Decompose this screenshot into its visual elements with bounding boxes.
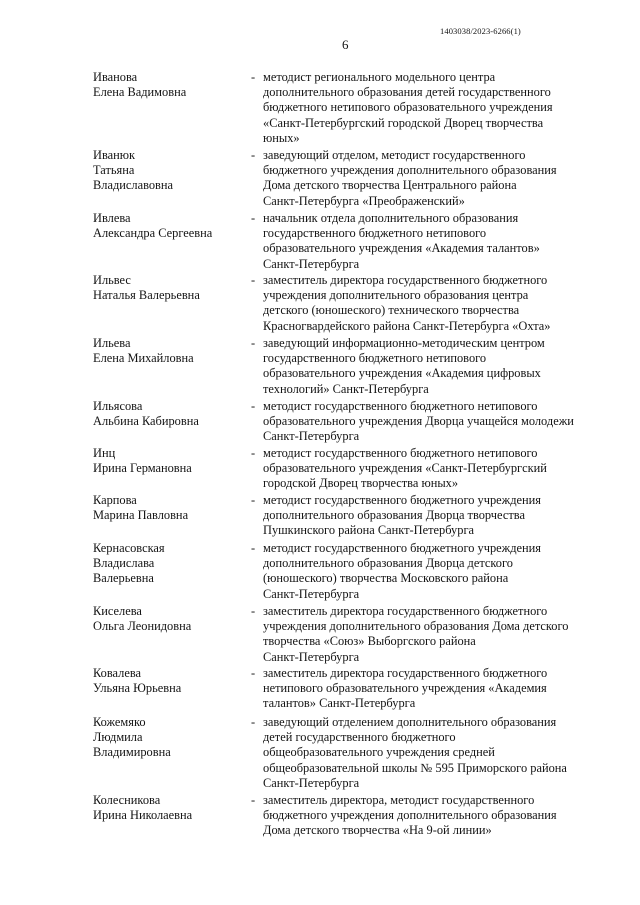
- separator-dash: -: [251, 541, 256, 555]
- description-line: заведующий информационно-методическим центром: [263, 336, 545, 350]
- name-line: Ильясова: [93, 399, 143, 413]
- description-line: Санкт-Петербурга «Преображенский»: [263, 193, 465, 208]
- description-line: Красногвардейского района Санкт-Петербурга «Охта»: [263, 318, 551, 333]
- position-description: [263, 715, 593, 791]
- description-line: бюджетного нетипового образовательного учреждения: [263, 100, 553, 115]
- description-line: заместитель директора государственного бюджетного: [263, 666, 548, 680]
- person-name: [93, 399, 243, 429]
- position-description: [263, 336, 593, 397]
- position-description: [263, 70, 593, 146]
- description-line: юных»: [263, 130, 300, 145]
- name-line: Владислава: [93, 556, 155, 571]
- person-name: [93, 148, 243, 194]
- separator-dash: -: [251, 715, 256, 729]
- description-line: методист государственного бюджетного нетипового: [263, 446, 538, 460]
- position-description: [263, 273, 593, 334]
- name-line: Ильева: [93, 336, 131, 350]
- separator-dash: -: [251, 148, 256, 162]
- position-description: [263, 604, 593, 665]
- separator-dash: -: [251, 793, 256, 807]
- separator-dash: -: [251, 399, 256, 413]
- description-line: образовательного учреждения «Академия талантов»: [263, 241, 540, 256]
- separator-dash: -: [251, 666, 256, 680]
- name-line: Татьяна: [93, 163, 135, 178]
- separator-dash: -: [251, 70, 256, 84]
- description-line: заместитель директора государственного бюджетного: [263, 273, 548, 287]
- description-line: государственного бюджетного нетипового: [263, 226, 487, 241]
- description-line: образовательного учреждения «Академия цифровых: [263, 366, 541, 381]
- name-line: Ивлева: [93, 211, 131, 225]
- description-line: бюджетного учреждения дополнительного образования: [263, 808, 557, 823]
- name-line: Ирина Николаевна: [93, 808, 193, 823]
- position-description: [263, 666, 593, 712]
- name-line: Инц: [93, 446, 116, 460]
- position-description: [263, 793, 593, 839]
- position-description: [263, 541, 593, 602]
- description-line: общеобразовательной школы № 595 Приморского района: [263, 760, 567, 775]
- name-line: Елена Михайловна: [93, 351, 194, 366]
- description-line: образовательного учреждения «Санкт-Петербургский: [263, 461, 547, 476]
- name-line: Альбина Кабировна: [93, 414, 199, 429]
- description-line: Санкт-Петербурга: [263, 649, 360, 664]
- separator-dash: -: [251, 211, 256, 225]
- description-line: Дома детского творчества Центрального района: [263, 178, 517, 193]
- description-line: методист государственного бюджетного учреждения: [263, 493, 542, 507]
- description-line: дополнительного образования детей государственного: [263, 85, 551, 100]
- name-line: Иванова: [93, 70, 138, 84]
- person-name: [93, 715, 243, 761]
- name-line: Наталья Валерьевна: [93, 288, 200, 303]
- position-description: [263, 493, 593, 539]
- description-line: учреждения дополнительного образования Дома детского: [263, 619, 569, 634]
- description-line: Санкт-Петербурга: [263, 775, 360, 790]
- description-line: заместитель директора, методист государственного: [263, 793, 535, 807]
- description-line: заведующий отделом, методист государственного: [263, 148, 526, 162]
- description-line: (юношеского) творчества Московского района: [263, 571, 509, 586]
- description-line: детского (юношеского) технического творчества: [263, 303, 520, 318]
- description-line: дополнительного образования Дворца творчества: [263, 508, 525, 523]
- name-line: Киселева: [93, 604, 142, 618]
- separator-dash: -: [251, 446, 256, 460]
- name-line: Елена Вадимовна: [93, 85, 187, 100]
- description-line: государственного бюджетного нетипового: [263, 351, 487, 366]
- description-line: методист регионального модельного центра: [263, 70, 496, 84]
- description-line: детей государственного бюджетного: [263, 730, 456, 745]
- person-name: [93, 70, 243, 100]
- description-line: общеобразовательного учреждения средней: [263, 745, 495, 760]
- person-name: [93, 211, 243, 241]
- description-line: методист государственного бюджетного учреждения: [263, 541, 542, 555]
- position-description: [263, 446, 593, 492]
- description-line: учреждения дополнительного образования центра: [263, 288, 529, 303]
- position-description: [263, 399, 593, 445]
- description-line: Санкт-Петербурга: [263, 586, 360, 601]
- separator-dash: -: [251, 604, 256, 618]
- name-line: Иванюк: [93, 148, 136, 162]
- description-line: бюджетного учреждения дополнительного образования: [263, 163, 557, 178]
- person-name: [93, 604, 243, 634]
- name-line: Ирина Германовна: [93, 461, 192, 476]
- name-line: Ульяна Юрьевна: [93, 681, 182, 696]
- name-line: Валерьевна: [93, 571, 154, 586]
- document-code: 1403038/2023-6266(1): [440, 26, 521, 36]
- person-name: [93, 336, 243, 366]
- position-description: [263, 148, 593, 209]
- description-line: Санкт-Петербурга: [263, 429, 360, 444]
- page-number: 6: [342, 37, 349, 52]
- description-line: технологий» Санкт-Петербурга: [263, 381, 429, 396]
- separator-dash: -: [251, 493, 256, 507]
- name-line: Владимировна: [93, 745, 171, 760]
- name-line: Марина Павловна: [93, 508, 189, 523]
- person-name: [93, 446, 243, 476]
- separator-dash: -: [251, 273, 256, 287]
- description-line: талантов» Санкт-Петербурга: [263, 696, 416, 711]
- description-line: Санкт-Петербурга: [263, 256, 360, 271]
- description-line: образовательного учреждения Дворца учащейся молодежи: [263, 414, 574, 429]
- description-line: городской Дворец творчества юных»: [263, 476, 459, 491]
- name-line: Владиславовна: [93, 178, 174, 193]
- position-description: [263, 211, 593, 272]
- description-line: Дома детского творчества «На 9-ой линии»: [263, 823, 492, 838]
- name-line: Ольга Леонидовна: [93, 619, 192, 634]
- person-name: [93, 541, 243, 587]
- name-line: Ковалева: [93, 666, 142, 680]
- description-line: «Санкт-Петербургский городской Дворец творчества: [263, 115, 544, 130]
- person-name: [93, 273, 243, 303]
- description-line: дополнительного образования Дворца детского: [263, 556, 513, 571]
- name-line: Кожемяко: [93, 715, 146, 729]
- name-line: Александра Сергеевна: [93, 226, 213, 241]
- description-line: методист государственного бюджетного нетипового: [263, 399, 538, 413]
- person-name: [93, 793, 243, 823]
- name-line: Кернасовская: [93, 541, 165, 555]
- name-line: Ильвес: [93, 273, 131, 287]
- description-line: Пушкинского района Санкт-Петербурга: [263, 523, 475, 538]
- name-line: Карпова: [93, 493, 137, 507]
- description-line: творчества «Союз» Выборгского района: [263, 634, 476, 649]
- description-line: заведующий отделением дополнительного образования: [263, 715, 557, 729]
- person-name: [93, 666, 243, 696]
- description-line: начальник отдела дополнительного образования: [263, 211, 519, 225]
- person-name: [93, 493, 243, 523]
- name-line: Колесникова: [93, 793, 161, 807]
- description-line: нетипового образовательного учреждения «Академия: [263, 681, 547, 696]
- description-line: заместитель директора государственного бюджетного: [263, 604, 548, 618]
- separator-dash: -: [251, 336, 256, 350]
- name-line: Людмила: [93, 730, 143, 745]
